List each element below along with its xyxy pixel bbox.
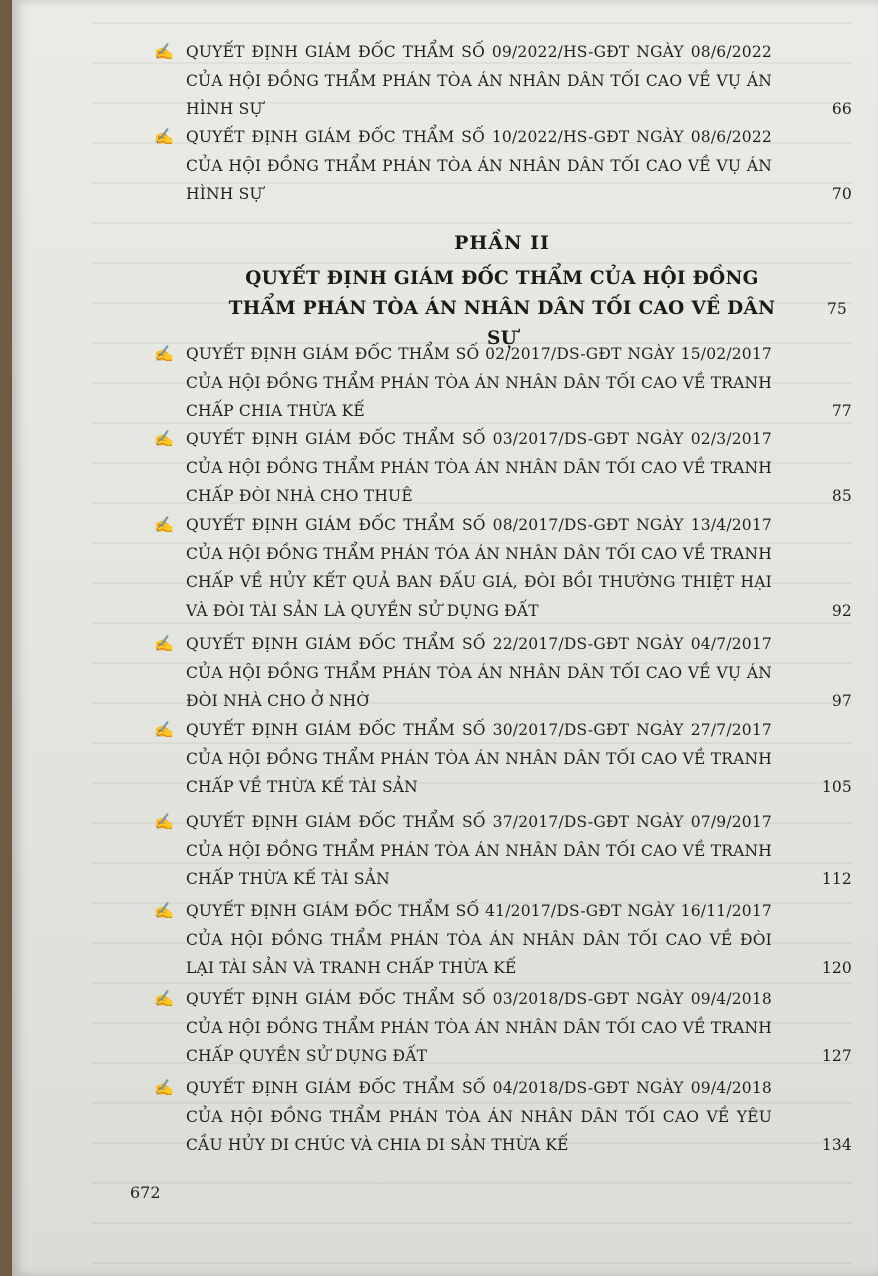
toc-entry-page: 127 xyxy=(821,1047,852,1065)
toc-entry xyxy=(144,808,852,894)
writing-hand-icon: ✍ xyxy=(154,812,175,831)
toc-entry-text: QUYẾT ĐỊNH GIÁM ĐỐC THẨM SỐ 37/2017/DS-GĐT NGÀY 07/9/2017 CỦA HỘI ĐỒNG THẨM PHÁN TÒA ÁN NHÂN DÂN TỐI CAO VỀ TRANH CHẤP THỪA KẾ TÀI SẢN xyxy=(186,813,772,888)
toc-entry xyxy=(144,897,852,983)
toc-entry xyxy=(144,123,852,209)
toc-entry xyxy=(144,716,852,802)
toc-entry-page: 77 xyxy=(831,402,852,420)
book-page xyxy=(12,0,878,1276)
writing-hand-icon: ✍ xyxy=(154,989,175,1008)
toc-entry-text: QUYẾT ĐỊNH GIÁM ĐỐC THẨM SỐ 09/2022/HS-GĐT NGÀY 08/6/2022 CỦA HỘI ĐỒNG THẨM PHÁN TÒA ÁN NHÂN DÂN TỐI CAO VỀ VỤ ÁN HÌNH SỰ xyxy=(186,43,772,118)
toc-entry xyxy=(144,1074,852,1160)
part-title: QUYẾT ĐỊNH GIÁM ĐỐC THẨM CỦA HỘI ĐỒNG THẨM PHÁN TÒA ÁN NHÂN DÂN TỐI CAO VỀ DÂN SỰ xyxy=(228,268,776,349)
toc-entry-text: QUYẾT ĐỊNH GIÁM ĐỐC THẨM SỐ 41/2017/DS-GĐT NGÀY 16/11/2017 CỦA HỘI ĐỒNG THẨM PHÁN TÒA ÁN NHÂN DÂN TỐI CAO VỀ ĐÒI LẠI TÀI SẢN VÀ TRANH CHẤP THỪA KẾ xyxy=(186,902,772,977)
toc-entry-page: 105 xyxy=(821,778,852,796)
toc-entry xyxy=(144,511,852,625)
toc-entry-page: 92 xyxy=(831,601,852,620)
writing-hand-icon: ✍ xyxy=(154,634,175,653)
toc-entry xyxy=(144,425,852,511)
toc-entry-text: QUYẾT ĐỊNH GIÁM ĐỐC THẨM SỐ 10/2022/HS-GĐT NGÀY 08/6/2022 CỦA HỘI ĐỒNG THẨM PHÁN TÒA ÁN NHÂN DÂN TỐI CAO VỀ VỤ ÁN HÌNH SỰ xyxy=(186,128,772,203)
toc-entry xyxy=(144,38,852,124)
writing-hand-icon: ✍ xyxy=(154,429,175,448)
toc-entry-page: 70 xyxy=(831,185,852,203)
toc-entry xyxy=(144,630,852,716)
footer-page-number: 672 xyxy=(130,1183,161,1202)
toc-entry-text: QUYẾT ĐỊNH GIÁM ĐỐC THẨM SỐ 02/2017/DS-GĐT NGÀY 15/02/2017 CỦA HỘI ĐỒNG THẨM PHÁN TÒA ÁN NHÂN DÂN TỐI CAO VỀ TRANH CHẤP CHIA THỪA KẾ xyxy=(186,345,772,420)
toc-entry xyxy=(144,340,852,426)
toc-entry-page: 134 xyxy=(821,1136,852,1154)
toc-entry-page: 66 xyxy=(831,100,852,118)
toc-entry-page: 97 xyxy=(831,692,852,710)
toc-entry-text: QUYẾT ĐỊNH GIÁM ĐỐC THẨM SỐ 03/2018/DS-GĐT NGÀY 09/4/2018 CỦA HỘI ĐỒNG THẨM PHÁN TÒA ÁN NHÂN DÂN TỐI CAO VỀ TRANH CHẤP QUYỀN SỬ DỤNG ĐẤT xyxy=(186,990,772,1065)
writing-hand-icon: ✍ xyxy=(154,42,175,61)
toc-entry-page: 85 xyxy=(831,487,852,505)
toc-entry-text: QUYẾT ĐỊNH GIÁM ĐỐC THẨM SỐ 04/2018/DS-GĐT NGÀY 09/4/2018 CỦA HỘI ĐỒNG THẨM PHÁN TÒA ÁN NHÂN DÂN TỐI CAO VỀ YÊU CẦU HỦY DI CHÚC VÀ CHIA DI SẢN THỪA KẾ xyxy=(186,1079,772,1154)
writing-hand-icon: ✍ xyxy=(154,720,175,739)
toc-entry-page: 112 xyxy=(821,870,852,888)
toc-entry-text: QUYẾT ĐỊNH GIÁM ĐỐC THẨM SỐ 03/2017/DS-GĐT NGÀY 02/3/2017 CỦA HỘI ĐỒNG THẨM PHÁN TÒA ÁN NHÂN DÂN TỐI CAO VỀ TRANH CHẤP ĐÒI NHÀ CHO THUÊ xyxy=(186,430,772,505)
writing-hand-icon: ✍ xyxy=(154,344,175,363)
writing-hand-icon: ✍ xyxy=(154,515,175,534)
toc-entry-text: QUYẾT ĐỊNH GIÁM ĐỐC THẨM SỐ 22/2017/DS-GĐT NGÀY 04/7/2017 CỦA HỘI ĐỒNG THẨM PHÁN TÒA ÁN NHÂN DÂN TỐI CAO VỀ VỤ ÁN ĐÒI NHÀ CHO Ở NHỜ xyxy=(186,635,772,710)
toc-entry-page: 120 xyxy=(821,959,852,977)
writing-hand-icon: ✍ xyxy=(154,127,175,146)
toc-entry-text: QUYẾT ĐỊNH GIÁM ĐỐC THẨM SỐ 30/2017/DS-GĐT NGÀY 27/7/2017 CỦA HỘI ĐỒNG THẨM PHÁN TÒA ÁN NHÂN DÂN TỐI CAO VỀ TRANH CHẤP VỀ THỪA KẾ TÀI SẢN xyxy=(186,721,772,796)
part-page-number: 75 xyxy=(827,300,847,318)
part-label: PHẦN II xyxy=(454,232,550,254)
toc-entry-text: QUYẾT ĐỊNH GIÁM ĐỐC THẨM SỐ 08/2017/DS-GĐT NGÀY 13/4/2017 CỦA HỘI ĐỒNG THẨM PHÁN TÓA ÁN NHÂN DÂN TỐI CAO VỀ TRANH CHẤP VỀ HỦY KẾT QUẢ BAN ĐẤU GIÁ, ĐÒI BỒI THƯỜNG THIỆT HẠI VÀ ĐÒI TÀI SẢN LÀ QUYỀN SỬ DỤNG ĐẤT xyxy=(186,516,772,620)
toc-entry xyxy=(144,985,852,1071)
writing-hand-icon: ✍ xyxy=(154,901,175,920)
writing-hand-icon: ✍ xyxy=(154,1078,175,1097)
